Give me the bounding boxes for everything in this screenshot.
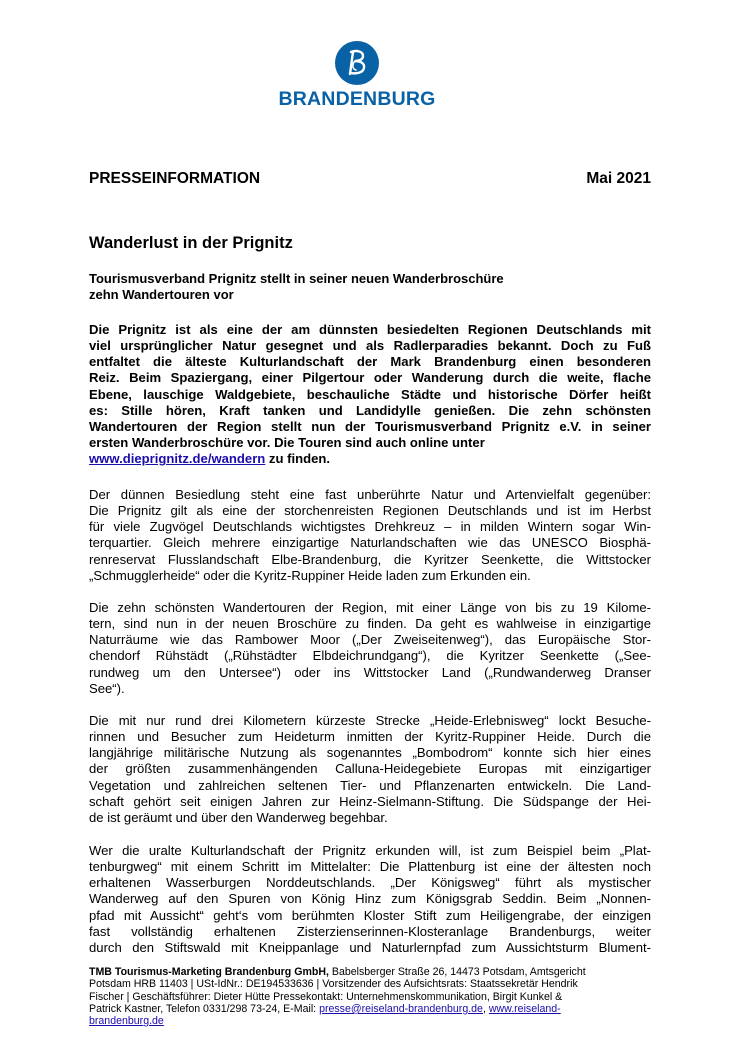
body-line: fast vollständig erhaltenen Zisterzienserinnen-Klosteranlage Brandenburgs, weiter bbox=[89, 923, 651, 939]
lead-line: Die Prignitz ist als eine der am dünnsten besiedelten Regionen Deutschlands mit bbox=[89, 322, 651, 337]
lead-line: Ebene, lauschige Waldgebiete, beschauliche Städte und historische Dörfer heißt bbox=[89, 386, 651, 402]
lead-link-suffix: zu finden. bbox=[265, 451, 331, 467]
subtitle-line: zehn Wandertouren vor bbox=[89, 287, 234, 303]
body-line: rundweg um den Untersee“) oder ins Wittstocker Land („Rundwanderweg Dranser bbox=[89, 664, 651, 680]
body-line: terquartier. Gleich mehrere einzigartige Naturlandschaften wie das UNESCO Biosphä- bbox=[89, 535, 651, 551]
body-line: de ist geräumt und über den Wanderweg begehbar. bbox=[89, 809, 388, 825]
lead-line: viel ursprünglicher Natur gesegnet und als Radlerparadies bekannt. Doch zu Fuß bbox=[89, 338, 651, 354]
body-line: Wer die uralte Kulturlandschaft der Prignitz erkunden will, ist zum Beispiel beim „Plat- bbox=[89, 843, 651, 858]
body-line: chendorf Rühstädt („Rühstädter Elbdeichrundgang“), die Kyritzer Seenkette („See- bbox=[89, 648, 651, 664]
body-paragraph bbox=[89, 487, 651, 584]
press-label: PRESSEINFORMATION bbox=[89, 170, 261, 187]
body-line: Naturräume wie das Rambower Moor („Der Zweiseitenweg“), das Europäische Stor- bbox=[89, 632, 651, 648]
footer-line bbox=[89, 966, 651, 978]
lead-line: ersten Wanderbroschüre vor. Die Touren sind auch online unter bbox=[89, 435, 485, 451]
body-line: rinnen und Besucher zum Heideturm inmitten der Kyritz-Ruppiner Heide. Durch die bbox=[89, 729, 651, 745]
lead-line-last bbox=[89, 451, 651, 467]
body-paragraph bbox=[89, 600, 651, 697]
lead-line: Wandertouren der Region stellt nun der Tourismusverband Prignitz e.V. in seiner bbox=[89, 418, 651, 434]
footer-contact: Patrick Kastner, Telefon 0331/298 73-24, E-Mail: bbox=[89, 1002, 320, 1015]
body-line: langjährige militärische Nutzung als sogenanntes „Bombodrom“ konnte sich hier eines bbox=[89, 745, 651, 761]
page-title: Wanderlust in der Prignitz bbox=[89, 234, 293, 252]
footer-company: TMB Tourismus-Marketing Brandenburg GmbH, bbox=[89, 966, 329, 978]
wandern-link[interactable]: www.dieprignitz.de/wandern bbox=[89, 451, 266, 467]
footer-line: Potsdam HRB 11403 | USt-IdNr.: DE194533636 | Vorsitzender des Aufsichtsrats: Staatssekretär Hendrik bbox=[89, 978, 578, 991]
body-line: Die Prignitz gilt als eine der storchenreisten Regionen Deutschlands und ist im Herbst bbox=[89, 503, 651, 519]
footer-address: Babelsberger Straße 26, 14473 Potsdam, Amtsgericht bbox=[328, 966, 586, 978]
website-link-continued[interactable]: brandenburg.de bbox=[89, 1015, 164, 1028]
body-paragraph bbox=[89, 843, 651, 956]
body-line: Die zehn schönsten Wandertouren der Region, mit einer Länge von bis zu 19 Kilome- bbox=[89, 600, 651, 615]
press-header bbox=[89, 170, 651, 188]
body-line: Wanderweg auf den Spuren von König Hinz zum Königsgrab Seddin. Beim „Nonnen- bbox=[89, 891, 651, 907]
body-line: Die mit nur rund drei Kilometern kürzeste Strecke „Heide-Erlebnisweg“ lockt Besuche- bbox=[89, 713, 651, 728]
footer-line bbox=[89, 1003, 651, 1015]
body-line: schaft gehört seit einigen Jahren zur Heinz-Sielmann-Stiftung. Die Südspange der Hei- bbox=[89, 793, 651, 809]
body-line: „Schmugglerheide“ oder die Kyritz-Ruppiner Heide laden zum Erkunden ein. bbox=[89, 567, 531, 583]
footer-line: Fischer | Geschäftsführer: Dieter Hütte Pressekontakt: Unternehmenskommunikation, Birgit Kunkel & bbox=[89, 990, 563, 1003]
page-footer bbox=[89, 966, 651, 1027]
footer-separator: , bbox=[482, 1002, 489, 1015]
body-line: der größten zusammenhängenden Calluna-Heidegebiete Europas mit einzigartiger bbox=[89, 761, 651, 777]
subtitle-line: Tourismusverband Prignitz stellt in seiner neuen Wanderbroschüre bbox=[89, 271, 504, 286]
body-line: renreservat Flusslandschaft Elbe-Brandenburg, die Kyritzer Seenkette, die Wittstocker bbox=[89, 551, 651, 567]
body-line: Vegetation und zahlreichen seltenen Tier- und Pflanzenarten entwickeln. Die Land- bbox=[89, 777, 651, 793]
body-line: erhaltenen Wasserburgen Norddeutschlands. „Der Königsweg“ führt als mystischer bbox=[89, 875, 651, 891]
lead-line: Reiz. Beim Spaziergang, einer Pilgertour oder Wanderung durch die weite, flache bbox=[89, 370, 651, 386]
website-link[interactable]: www.reiseland- bbox=[488, 1002, 561, 1015]
body-line: pfad mit Aussicht“ geht‘s vom berühmten Kloster Stift zum Heiligengrabe, der einzigen bbox=[89, 907, 651, 923]
body-line: für viele Zugvögel Deutschlands wichtigstes Drehkreuz – in milden Wintern sogar Win- bbox=[89, 519, 651, 535]
press-email-link[interactable]: presse@reiseland-brandenburg.de bbox=[319, 1002, 483, 1015]
press-date: Mai 2021 bbox=[586, 170, 651, 187]
body-line: durch den Stiftswald mit Kneippanlage und Naturlernpfad zum Aussichtsturm Blument- bbox=[89, 939, 651, 955]
brandenburg-emblem-icon bbox=[334, 40, 380, 86]
body-line: Der dünnen Besiedlung steht eine fast unberührte Natur und Artenvielfalt gegenüber: bbox=[89, 487, 651, 502]
brandenburg-logo bbox=[276, 40, 438, 111]
lead-paragraph bbox=[89, 322, 651, 467]
lead-line: es: Stille hören, Kraft tanken und Landidylle genießen. Die zehn schönsten bbox=[89, 402, 651, 418]
lead-line: entfaltet die älteste Kulturlandschaft der Mark Brandenburg einen besonderen bbox=[89, 354, 651, 370]
body-line: tenburgweg“ mit einem Schritt im Mittelalter: Die Plattenburg ist eine der ältesten noch bbox=[89, 859, 651, 875]
body-line: tern, sind nun in der neuen Broschüre zu finden. Da geht es wahlweise in einzigartige bbox=[89, 616, 651, 632]
brand-wordmark: BRANDENBURG bbox=[278, 88, 436, 110]
body-paragraph bbox=[89, 713, 651, 826]
subtitle bbox=[89, 271, 651, 303]
footer-line bbox=[89, 1015, 651, 1027]
body-line: See“). bbox=[89, 680, 125, 696]
